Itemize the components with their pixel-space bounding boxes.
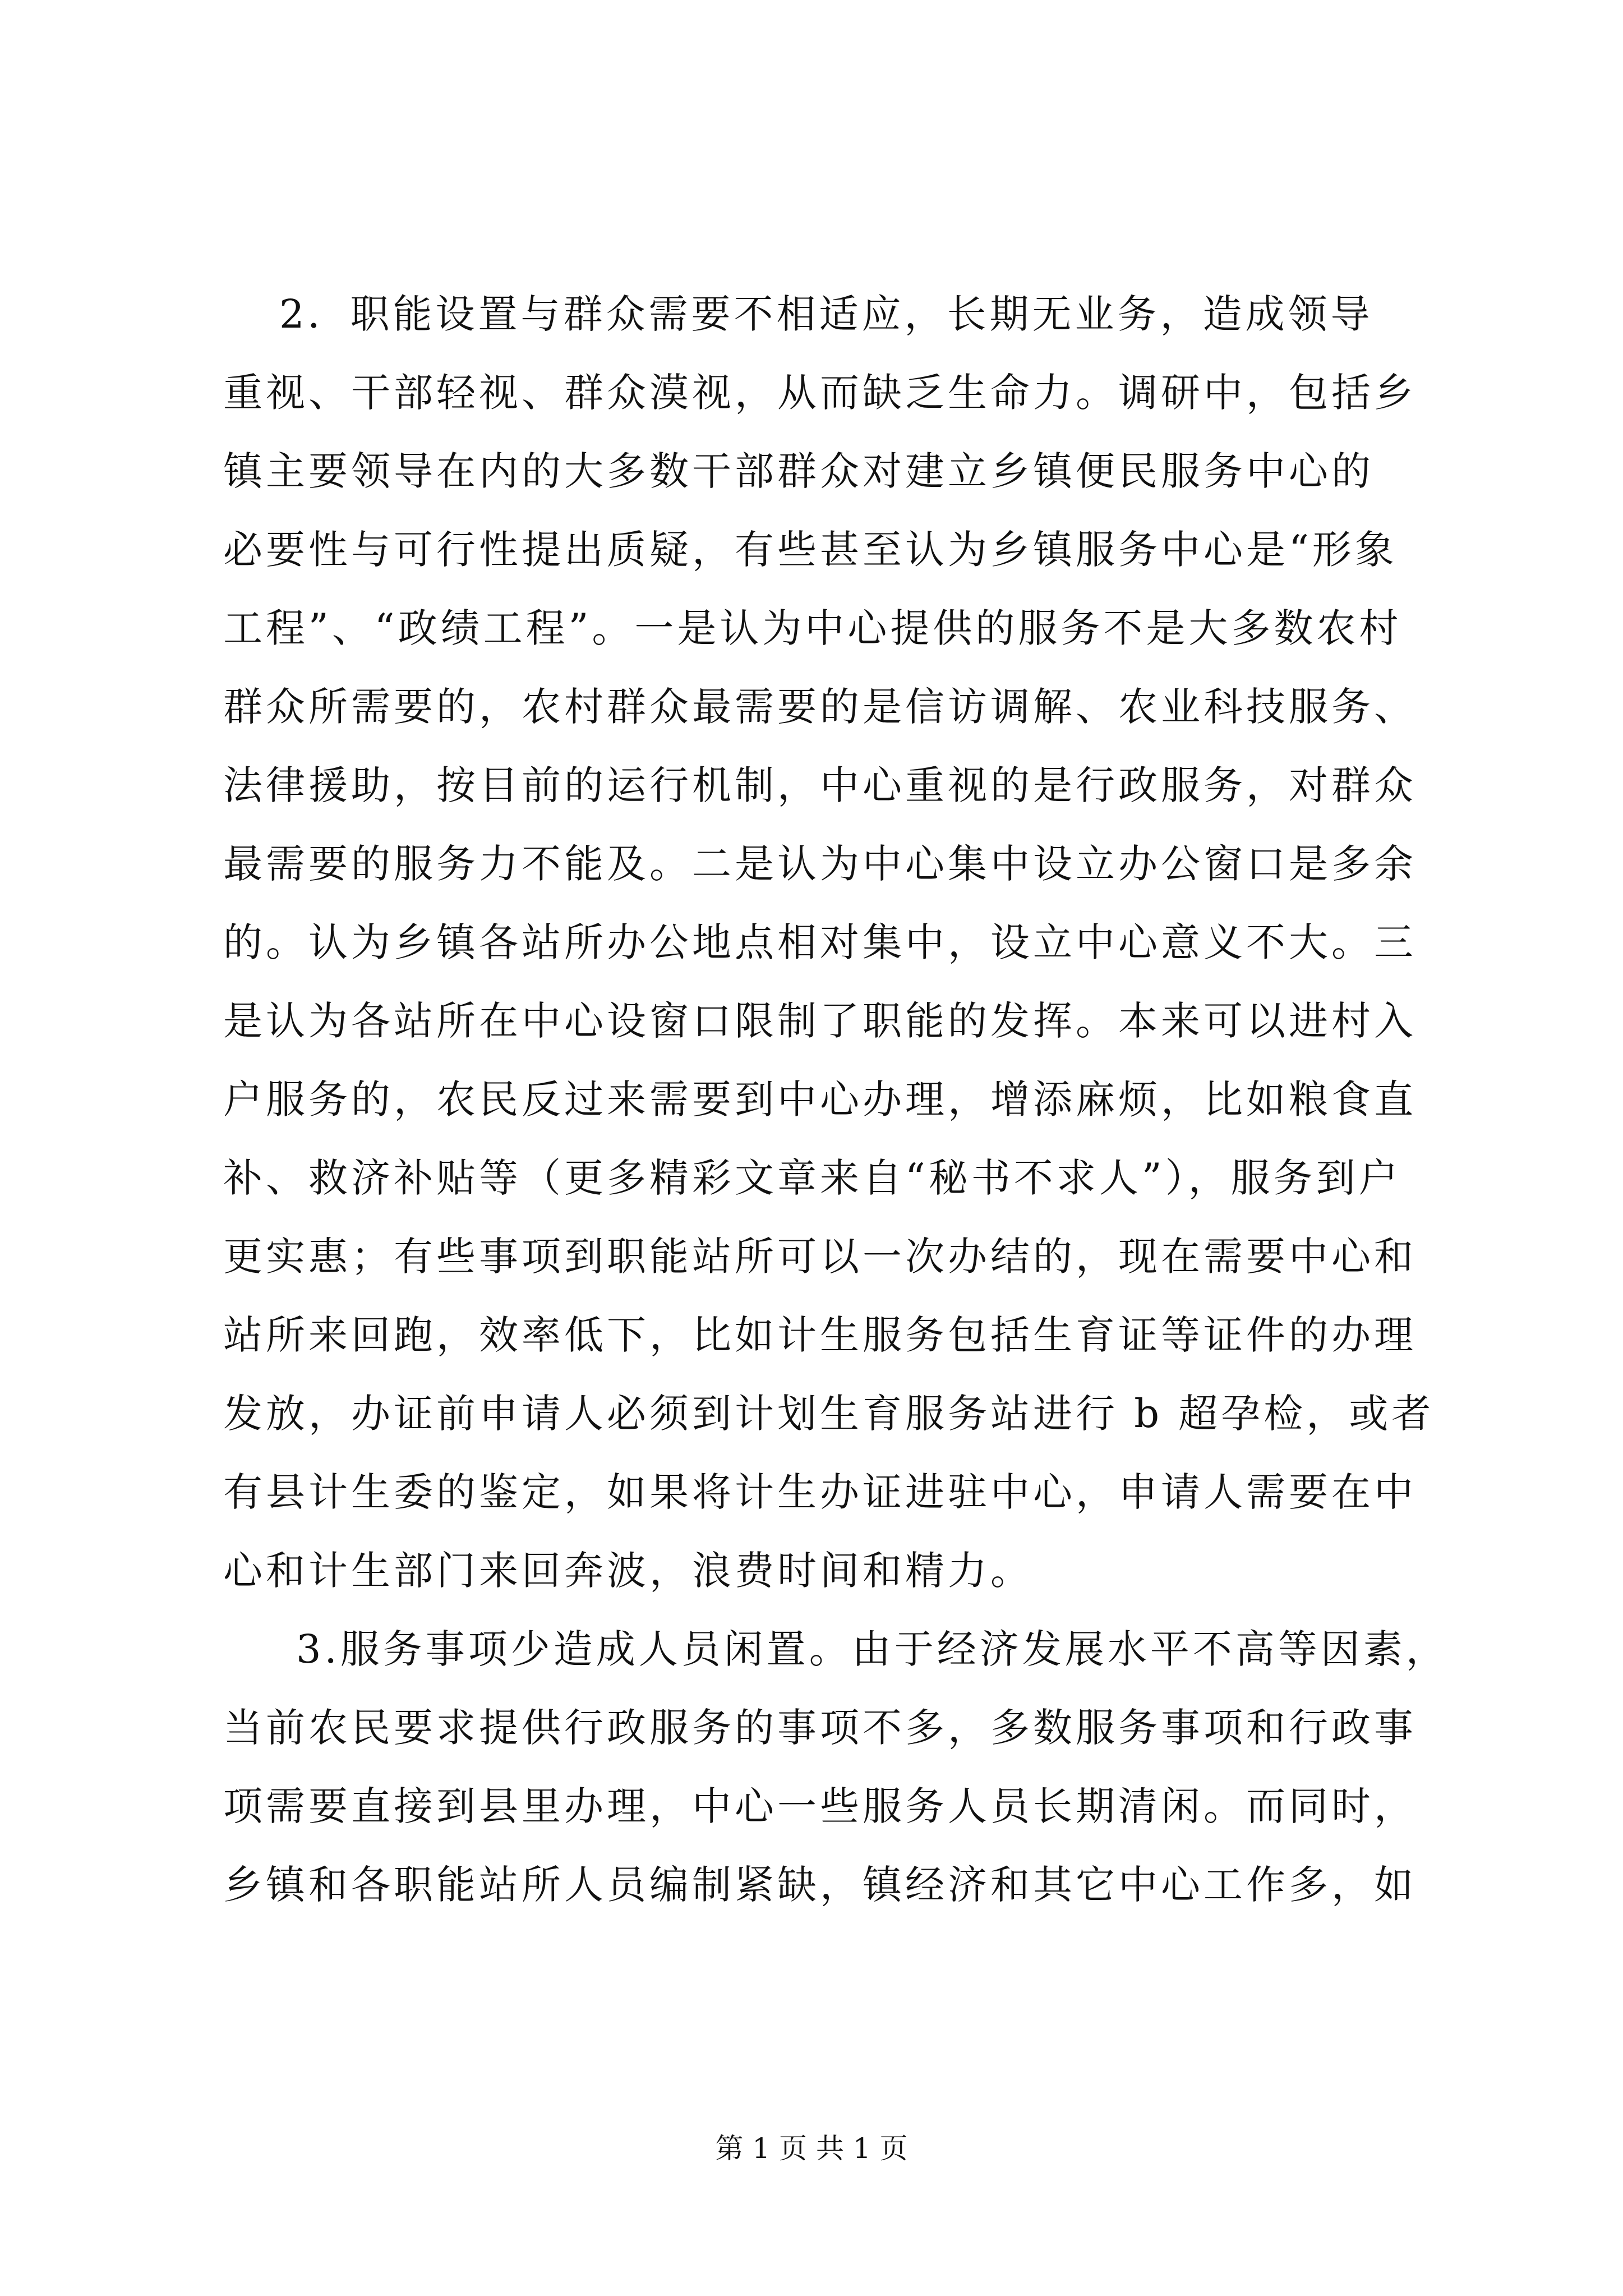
text-line: 的。认为乡镇各站所办公地点相对集中，设立中心意义不大。三	[223, 919, 1417, 965]
text-line: 是认为各站所在中心设窗口限制了职能的发挥。本来可以进村入	[223, 998, 1417, 1044]
text-line: 发放，办证前申请人必须到计划生育服务站进行 b 超孕检，或者	[223, 1391, 1435, 1437]
text-line: 更实惠；有些事项到职能站所可以一次办结的，现在需要中心和	[223, 1234, 1417, 1280]
text-line: 补、救济补贴等（更多精彩文章来自“秘书不求人”），服务到户	[223, 1155, 1401, 1201]
text-line: 2．职能设置与群众需要不相适应，长期无业务，造成领导	[279, 291, 1373, 337]
text-line: 必要性与可行性提出质疑，有些甚至认为乡镇服务中心是“形象	[223, 527, 1398, 573]
text-line: 心和计生部门来回奔波，浪费时间和精力。	[223, 1548, 1033, 1594]
text-line: 重视、干部轻视、群众漠视，从而缺乏生命力。调研中，包括乡	[223, 370, 1417, 416]
text-line: 当前农民要求提供行政服务的事项不多，多数服务事项和行政事	[223, 1705, 1417, 1751]
text-line: 站所来回跑，效率低下，比如计生服务包括生育证等证件的办理	[223, 1312, 1417, 1358]
text-line: 有县计生委的鉴定，如果将计生办证进驻中心，申请人需要在中	[223, 1469, 1417, 1515]
page-footer	[0, 2132, 1623, 2165]
page-number-label: 第 1 页 共 1 页	[715, 2132, 908, 2165]
text-line: 最需要的服务力不能及。二是认为中心集中设立办公窗口是多余	[223, 841, 1417, 887]
text-line: 户服务的，农民反过来需要到中心办理，增添麻烦，比如粮食直	[223, 1076, 1417, 1122]
text-line: 乡镇和各职能站所人员编制紧缺，镇经济和其它中心工作多，如	[223, 1862, 1417, 1908]
text-line: 镇主要领导在内的大多数干部群众对建立乡镇便民服务中心的	[223, 448, 1374, 494]
text-line: 工程”、“政绩工程”。一是认为中心提供的服务不是大多数农村	[223, 605, 1402, 651]
text-line: 项需要直接到县里办理，中心一些服务人员长期清闲。而同时，	[223, 1783, 1417, 1829]
text-line: 群众所需要的，农村群众最需要的是信访调解、农业科技服务、	[223, 684, 1417, 730]
text-line: 3.服务事项少造成人员闲置。由于经济发展水平不高等因素，	[296, 1626, 1449, 1672]
text-line: 法律援助，按目前的运行机制，中心重视的是行政服务，对群众	[223, 762, 1417, 808]
